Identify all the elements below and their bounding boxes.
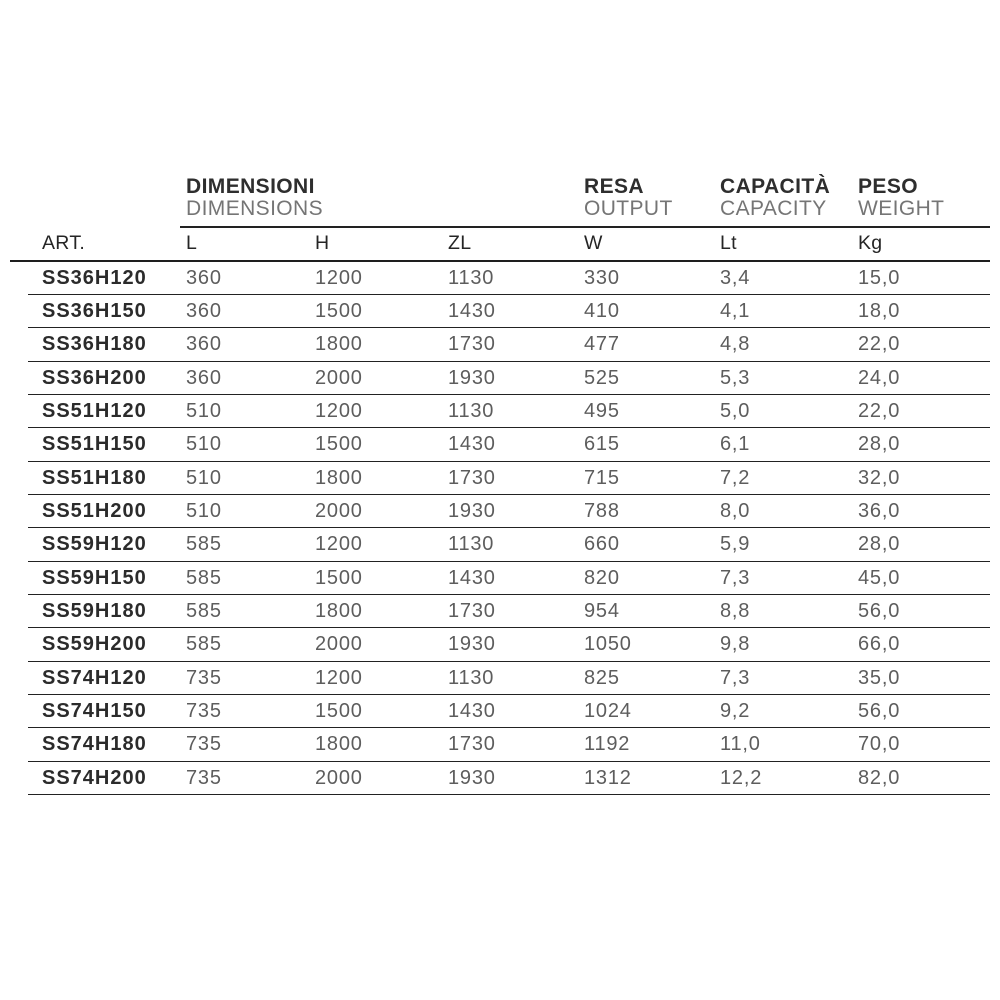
art-code-cell: SS36H200: [42, 366, 147, 389]
art-code-cell: SS51H120: [42, 400, 147, 423]
group-capacity-secondary: CAPACITY: [720, 197, 827, 220]
art-code-cell: SS74H150: [42, 700, 147, 723]
art-code-cell: SS59H150: [42, 566, 147, 589]
value-cell: 28,0: [858, 433, 901, 456]
value-cell: 32,0: [858, 466, 901, 489]
value-cell: 585: [186, 566, 222, 589]
value-cell: 3,4: [720, 266, 751, 289]
value-cell: 8,8: [720, 600, 751, 623]
art-code-cell: SS74H180: [42, 733, 147, 756]
column-header-kg: Kg: [858, 232, 883, 255]
value-cell: 1930: [448, 766, 496, 789]
value-cell: 12,2: [720, 766, 763, 789]
value-cell: 1050: [584, 633, 632, 656]
table-row: [10, 295, 990, 328]
value-cell: 7,2: [720, 466, 751, 489]
value-cell: 1500: [315, 566, 363, 589]
value-cell: 5,3: [720, 366, 751, 389]
group-output-secondary: OUTPUT: [584, 197, 673, 220]
value-cell: 954: [584, 600, 620, 623]
value-cell: 1730: [448, 600, 496, 623]
group-output: [584, 176, 720, 220]
value-cell: 6,1: [720, 433, 751, 456]
group-weight-primary: PESO: [858, 175, 918, 198]
art-code-cell: SS59H120: [42, 533, 147, 556]
table-row: [10, 362, 990, 395]
value-cell: 56,0: [858, 700, 901, 723]
value-cell: 360: [186, 333, 222, 356]
value-cell: 2000: [315, 633, 363, 656]
value-cell: 1430: [448, 300, 496, 323]
value-cell: 22,0: [858, 333, 901, 356]
value-cell: 1800: [315, 466, 363, 489]
value-cell: 510: [186, 433, 222, 456]
value-cell: 82,0: [858, 766, 901, 789]
value-cell: 825: [584, 666, 620, 689]
value-cell: 735: [186, 766, 222, 789]
value-cell: 9,2: [720, 700, 751, 723]
value-cell: 70,0: [858, 733, 901, 756]
value-cell: 1200: [315, 266, 363, 289]
art-code-cell: SS51H180: [42, 466, 147, 489]
value-cell: 360: [186, 300, 222, 323]
value-cell: 1930: [448, 633, 496, 656]
value-cell: 4,8: [720, 333, 751, 356]
column-header-l: L: [186, 232, 198, 255]
value-cell: 1730: [448, 333, 496, 356]
table-row: [10, 662, 990, 695]
column-header-w: W: [584, 232, 603, 255]
art-code-cell: SS36H120: [42, 266, 147, 289]
value-cell: 9,8: [720, 633, 751, 656]
table-row: [10, 395, 990, 428]
table-row: [10, 495, 990, 528]
art-code-cell: SS74H120: [42, 666, 147, 689]
value-cell: 1800: [315, 333, 363, 356]
table-row: [10, 762, 990, 795]
value-cell: 715: [584, 466, 620, 489]
group-dimensions-primary: DIMENSIONI: [186, 175, 315, 198]
value-cell: 1930: [448, 366, 496, 389]
value-cell: 56,0: [858, 600, 901, 623]
art-code-cell: SS59H180: [42, 600, 147, 623]
value-cell: 1800: [315, 733, 363, 756]
art-code-cell: SS51H200: [42, 500, 147, 523]
value-cell: 525: [584, 366, 620, 389]
group-capacity: [720, 176, 858, 220]
value-cell: 45,0: [858, 566, 901, 589]
value-cell: 35,0: [858, 666, 901, 689]
value-cell: 820: [584, 566, 620, 589]
value-cell: 2000: [315, 366, 363, 389]
value-cell: 2000: [315, 766, 363, 789]
table-row: [10, 628, 990, 661]
value-cell: 1930: [448, 500, 496, 523]
value-cell: 5,0: [720, 400, 751, 423]
value-cell: 360: [186, 366, 222, 389]
value-cell: 660: [584, 533, 620, 556]
value-cell: 585: [186, 533, 222, 556]
group-dimensions-secondary: DIMENSIONS: [186, 197, 324, 220]
value-cell: 2000: [315, 500, 363, 523]
table-row: [10, 595, 990, 628]
art-code-cell: SS74H200: [42, 766, 147, 789]
value-cell: 510: [186, 400, 222, 423]
column-header-lt: Lt: [720, 232, 737, 255]
value-cell: 11,0: [720, 733, 761, 756]
value-cell: 1192: [584, 733, 631, 756]
value-cell: 1430: [448, 433, 496, 456]
value-cell: 1430: [448, 700, 496, 723]
value-cell: 1200: [315, 533, 363, 556]
value-cell: 510: [186, 466, 222, 489]
value-cell: 1730: [448, 733, 496, 756]
value-cell: 477: [584, 333, 620, 356]
column-header-h: H: [315, 232, 330, 255]
group-dimensions: [186, 176, 584, 220]
value-cell: 1500: [315, 433, 363, 456]
value-cell: 1130: [448, 400, 495, 423]
table-row: [10, 262, 990, 295]
art-code-cell: SS36H150: [42, 300, 147, 323]
value-cell: 18,0: [858, 300, 901, 323]
value-cell: 615: [584, 433, 620, 456]
spec-table: [10, 176, 990, 795]
value-cell: 1430: [448, 566, 496, 589]
table-row: [10, 562, 990, 595]
value-cell: 7,3: [720, 566, 751, 589]
value-cell: 585: [186, 633, 222, 656]
value-cell: 1500: [315, 300, 363, 323]
table-row: [10, 528, 990, 561]
value-cell: 510: [186, 500, 222, 523]
group-header-row: [10, 176, 990, 220]
value-cell: 1730: [448, 466, 496, 489]
value-cell: 1200: [315, 400, 363, 423]
value-cell: 585: [186, 600, 222, 623]
value-cell: 36,0: [858, 500, 901, 523]
group-capacity-primary: CAPACITÀ: [720, 175, 831, 198]
art-code-cell: SS59H200: [42, 633, 147, 656]
value-cell: 1130: [448, 533, 495, 556]
value-cell: 1130: [448, 266, 495, 289]
value-cell: 735: [186, 733, 222, 756]
value-cell: 66,0: [858, 633, 901, 656]
value-cell: 1800: [315, 600, 363, 623]
column-header-row: [10, 228, 990, 262]
group-output-primary: RESA: [584, 175, 644, 198]
value-cell: 1312: [584, 766, 632, 789]
value-cell: 1130: [448, 666, 495, 689]
value-cell: 360: [186, 266, 222, 289]
value-cell: 788: [584, 500, 620, 523]
column-header-art: ART.: [42, 232, 86, 255]
value-cell: 495: [584, 400, 620, 423]
value-cell: 8,0: [720, 500, 751, 523]
group-weight-secondary: WEIGHT: [858, 197, 945, 220]
value-cell: 735: [186, 700, 222, 723]
table-row: [10, 462, 990, 495]
value-cell: 735: [186, 666, 222, 689]
group-weight: [858, 176, 990, 220]
value-cell: 410: [584, 300, 620, 323]
value-cell: 1200: [315, 666, 363, 689]
value-cell: 22,0: [858, 400, 901, 423]
table-body: [10, 262, 990, 796]
table-row: [10, 728, 990, 761]
value-cell: 5,9: [720, 533, 751, 556]
value-cell: 1500: [315, 700, 363, 723]
value-cell: 7,3: [720, 666, 751, 689]
column-header-zl: ZL: [448, 232, 472, 255]
value-cell: 15,0: [858, 266, 901, 289]
art-code-cell: SS36H180: [42, 333, 147, 356]
value-cell: 1024: [584, 700, 632, 723]
table-row: [10, 695, 990, 728]
art-code-cell: SS51H150: [42, 433, 147, 456]
value-cell: 28,0: [858, 533, 901, 556]
table-row: [10, 328, 990, 361]
value-cell: 330: [584, 266, 620, 289]
table-row: [10, 428, 990, 461]
value-cell: 24,0: [858, 366, 901, 389]
value-cell: 4,1: [720, 300, 751, 323]
